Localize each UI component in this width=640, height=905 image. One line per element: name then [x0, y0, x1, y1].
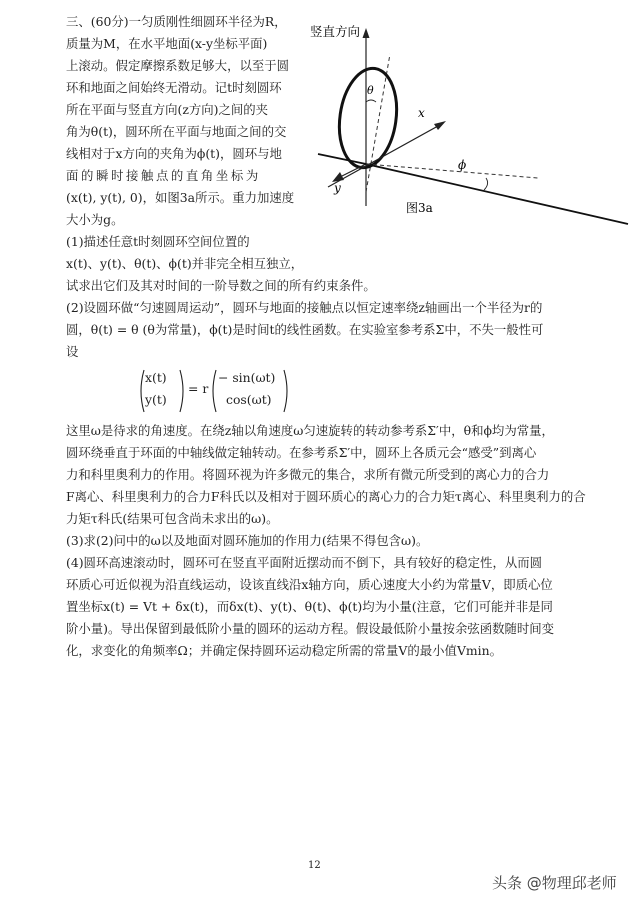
- contact-line-left: [318, 154, 366, 164]
- intro-line: 所在平面与竖直方向(z方向)之间的夹: [66, 102, 269, 117]
- intro-line: (1)描述任意t时刻圆环空间位置的: [66, 234, 250, 249]
- intro-line: 大小为g。: [66, 212, 124, 227]
- contact-line: [366, 164, 628, 224]
- figure-3a-drawing: [308, 14, 630, 228]
- equation: [136, 366, 296, 416]
- intro-line: 质量为M，在水平地面(x-y坐标平面): [66, 36, 268, 51]
- watermark: 头条 @物理邱老师: [492, 874, 617, 892]
- eq-lhs-top: x(t): [145, 370, 167, 385]
- body-line: 阶小量)。导出保留到最低阶小量的圆环的运动方程。假设最低阶小量按余弦函数随时间变: [66, 621, 555, 636]
- phi-arc: [484, 178, 488, 190]
- x-axis: [328, 126, 438, 187]
- phi-label: ϕ: [458, 158, 467, 172]
- intro-line: 上滚动。假定摩擦系数足够大，以至于圆: [66, 58, 290, 73]
- body-line: 圆，θ(t) = θ (θ为常量)，ϕ(t)是时间t的线性函数。在实验室参考系Σ中，不失一般性可: [66, 322, 544, 337]
- body-line: 圆环绕垂直于环面的中轴线做定轴转动。在参考系Σ′中，圆环上各质元会“感受”到离心: [66, 445, 537, 460]
- vertical-arrowhead: [363, 28, 370, 38]
- body-line: F离心、科里奥利力的合力F科氏以及相对于圆环质心的离心力的合力矩τ离心、科里奥利力的合: [66, 489, 586, 504]
- body-line: 试求出它们及其对时间的一阶导数之间的所有约束条件。: [66, 278, 376, 293]
- intro-line: 环和地面之间始终无滑动。记t时刻圆环: [66, 80, 282, 95]
- x-arrowhead: [434, 121, 446, 130]
- body-line: (2)设圆环做“匀速圆周运动”，圆环与地面的接触点以恒定速率绕z轴画出一个半径为r的: [66, 300, 543, 315]
- eq-rhs-top: − sin(ωt): [218, 370, 276, 385]
- y-label: y: [334, 181, 341, 195]
- eq-rhs-bottom: cos(ωt): [226, 392, 272, 407]
- intro-line: 线相对于x方向的夹角为ϕ(t)，圆环与地: [66, 146, 282, 161]
- body-line: 力和科里奥利力的作用。将圆环视为许多微元的集合，求所有微元所受到的离心力的合力: [66, 467, 550, 482]
- eq-equals-r: = r: [188, 381, 209, 396]
- body-line: 力矩τ科氏(结果可包含尚未求出的ω)。: [66, 511, 279, 526]
- body-line: 化，求变化的角频率Ω；并确定保持圆环运动稳定所需的常量V的最小值Vmin。: [66, 643, 502, 658]
- figure-3a: [308, 14, 630, 228]
- body-line: 置坐标x(t) = Vt + δx(t)，而δx(t)、y(t)、θ(t)、ϕ(t)均为小量(注意，它们可能并非是同: [66, 599, 553, 614]
- intro-line: (x(t), y(t), 0)，如图3a所示。重力加速度: [66, 190, 295, 205]
- vertical-label: 竖直方向: [310, 24, 361, 39]
- x-label: x: [418, 106, 425, 120]
- eq-lhs-bottom: y(t): [145, 392, 167, 407]
- body-line: (4)圆环高速滚动时，圆环可在竖直平面附近摆动而不倒下，具有较好的稳定性，从而圆: [66, 555, 543, 570]
- theta-label: θ: [367, 84, 374, 97]
- body-line: (3)求(2)问中的ω以及地面对圆环施加的作用力(结果不得包含ω)。: [66, 533, 429, 548]
- x-direction-dashed: [366, 164, 538, 178]
- intro-line: 面的瞬时接触点的直角坐标为: [66, 168, 261, 183]
- intro-line: 三、(60分)一匀质刚性细圆环半径为R，: [66, 14, 287, 29]
- body-line: 环质心可近似视为沿直线运动，设该直线沿x轴方向，质心速度大小约为常量V，即质心位: [66, 577, 553, 592]
- theta-arc: [366, 100, 376, 102]
- ring-ellipse: [333, 65, 402, 172]
- body-line: 设: [66, 344, 79, 359]
- intro-line: 角为θ(t)，圆环所在平面与地面之间的交: [66, 124, 287, 139]
- intro-line: x(t)、y(t)、θ(t)、ϕ(t)并非完全相互独立，: [66, 256, 304, 271]
- figure-caption: 图3a: [406, 201, 433, 215]
- page-number: 12: [308, 860, 321, 871]
- body-line: 这里ω是待求的角速度。在绕z轴以角速度ω匀速旋转的转动参考系Σ′中，θ和ϕ均为常量，: [66, 423, 554, 438]
